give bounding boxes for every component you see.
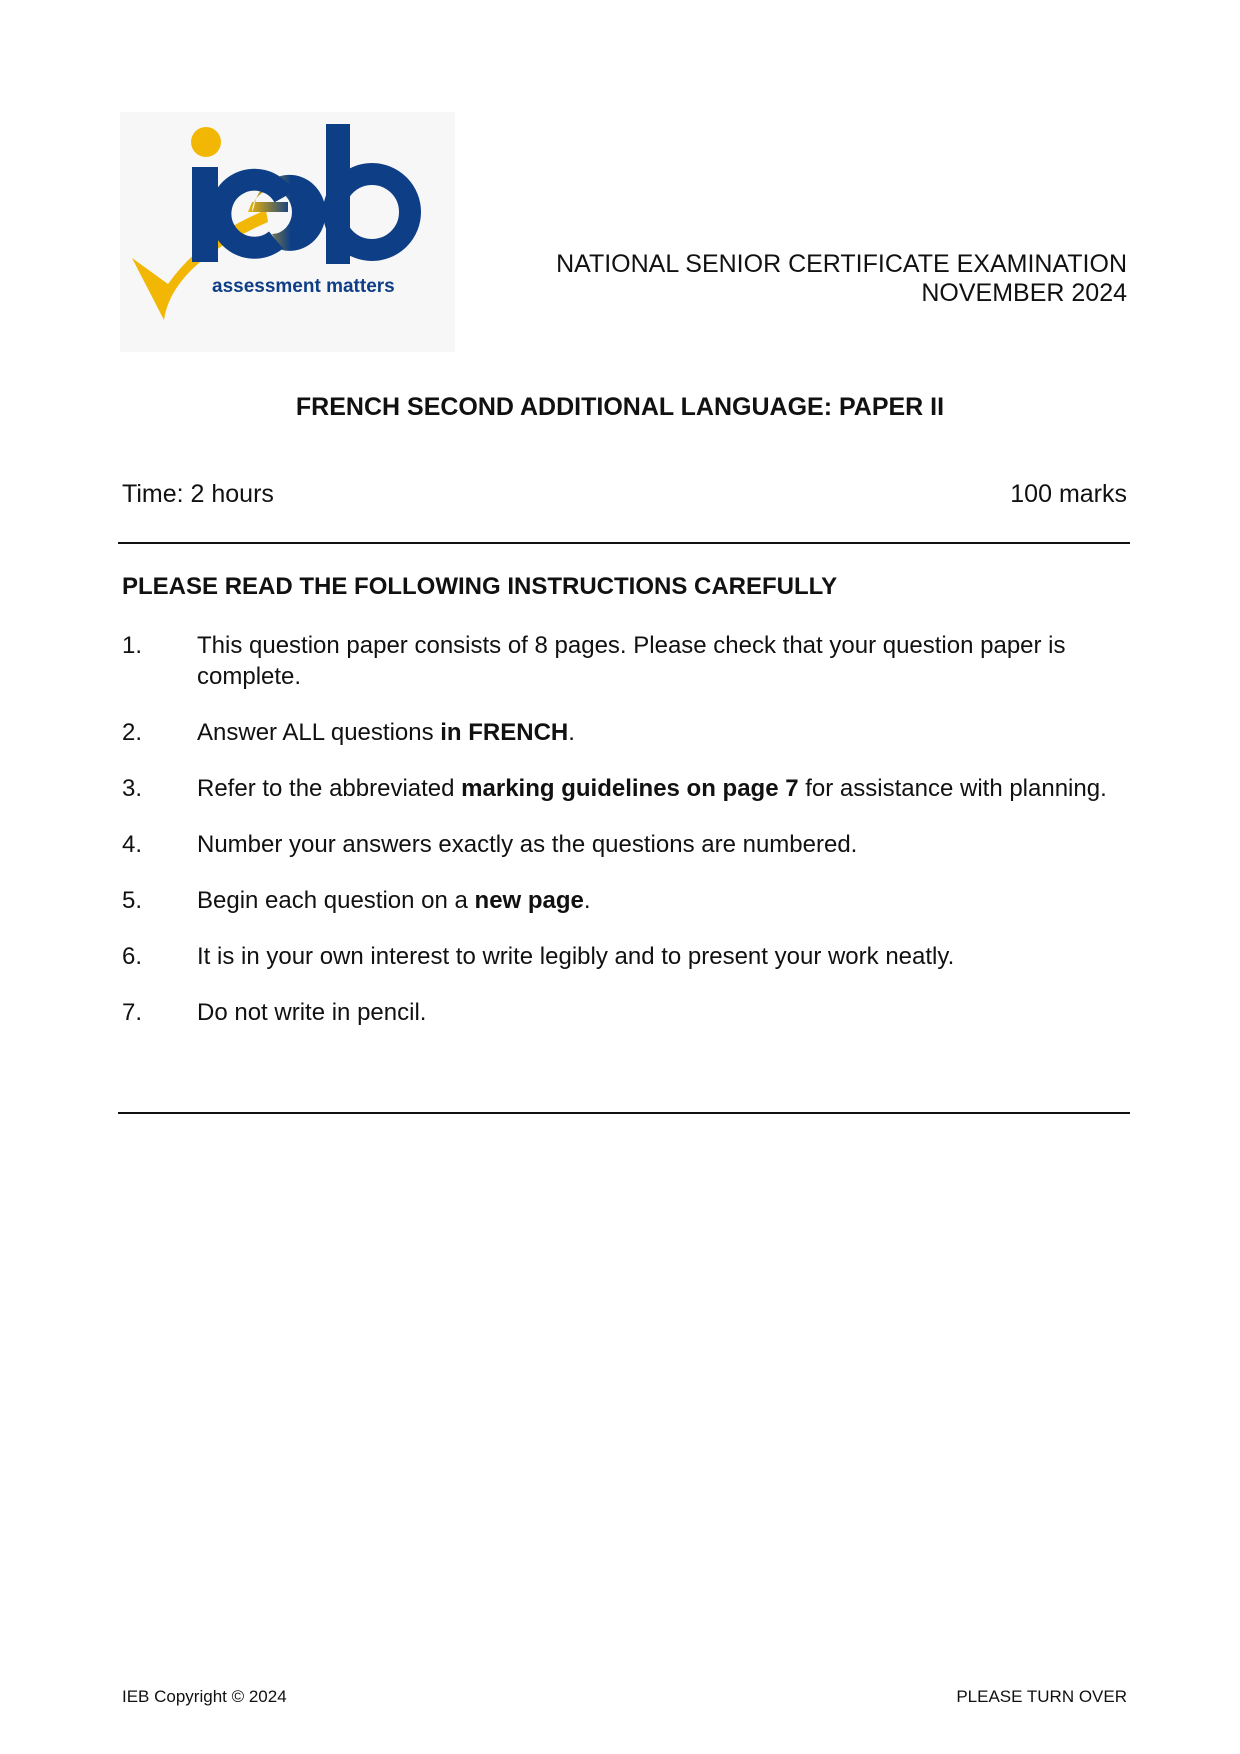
- total-marks: 100 marks: [1010, 480, 1127, 508]
- exam-header: [556, 250, 1127, 308]
- divider-top: [118, 542, 1130, 544]
- footer-copyright: IEB Copyright © 2024: [122, 1687, 287, 1706]
- instruction-item: [122, 829, 1122, 860]
- instruction-emphasis: new page: [474, 887, 584, 914]
- ieb-logo: [120, 112, 455, 352]
- instruction-number: 2.: [122, 719, 143, 746]
- divider-bottom: [118, 1112, 1130, 1114]
- instruction-number: 4.: [122, 831, 143, 858]
- instruction-text: Answer ALL questions: [197, 719, 441, 746]
- instruction-number: 6.: [122, 943, 143, 970]
- instruction-item: [122, 885, 1122, 916]
- instruction-item: [122, 630, 1122, 692]
- instruction-text: This question paper consists of 8 pages. Please check that your question paper is complete.: [197, 632, 1066, 690]
- instruction-number: 3.: [122, 775, 143, 802]
- instruction-number: 7.: [122, 999, 143, 1026]
- instruction-emphasis: marking guidelines on page 7: [461, 775, 799, 802]
- exam-date: NOVEMBER 2024: [921, 279, 1127, 307]
- footer-turn-over: PLEASE TURN OVER: [956, 1687, 1127, 1706]
- instruction-text: Number your answers exactly as the questions are numbered.: [197, 831, 858, 858]
- instruction-text: Begin each question on a: [197, 887, 475, 914]
- instruction-item: [122, 773, 1122, 804]
- instructions-heading: PLEASE READ THE FOLLOWING INSTRUCTIONS CAREFULLY: [122, 573, 838, 600]
- paper-meta: [122, 480, 1127, 509]
- instruction-text: Refer to the abbreviated: [197, 775, 462, 802]
- instruction-number: 5.: [122, 887, 143, 914]
- ieb-logo-graphic: [120, 112, 455, 352]
- instruction-text: Do not write in pencil.: [197, 999, 427, 1026]
- instruction-text: It is in your own interest to write legibly and to present your work neatly.: [197, 943, 955, 970]
- instruction-item: [122, 941, 1122, 972]
- logo-i-dot: [191, 127, 221, 157]
- instruction-text: .: [568, 719, 575, 746]
- instruction-text: for assistance with planning.: [798, 775, 1107, 802]
- logo-tagline: assessment matters: [212, 276, 395, 297]
- instruction-text: .: [583, 887, 591, 914]
- time-allowed: Time: 2 hours: [122, 480, 274, 508]
- instruction-number: 1.: [122, 632, 143, 659]
- exam-name: NATIONAL SENIOR CERTIFICATE EXAMINATION: [556, 250, 1127, 278]
- paper-title: FRENCH SECOND ADDITIONAL LANGUAGE: PAPER II: [295, 393, 945, 421]
- instruction-emphasis: in FRENCH: [440, 719, 569, 746]
- instruction-item: [122, 997, 1122, 1028]
- instruction-item: [122, 717, 1122, 748]
- instructions-list: [122, 630, 1122, 1028]
